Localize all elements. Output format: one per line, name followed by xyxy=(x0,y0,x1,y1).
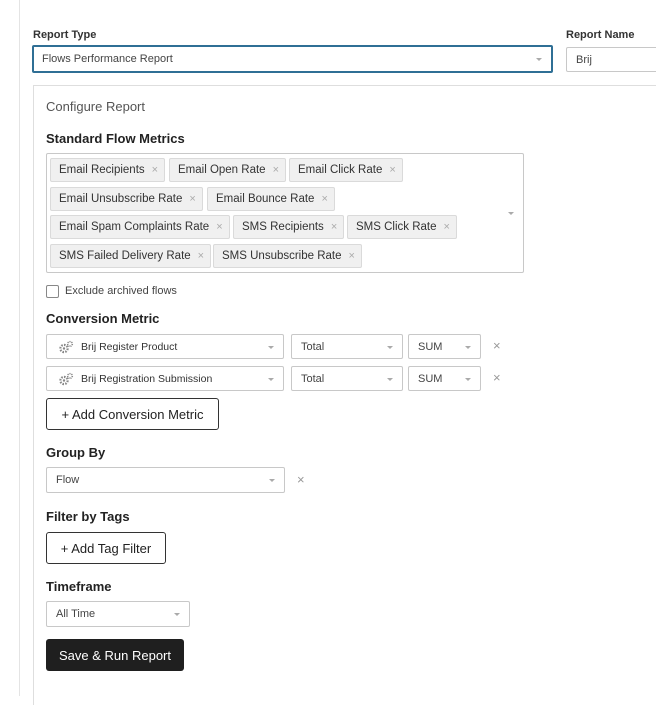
conversion-metric-value: Brij Registration Submission xyxy=(81,372,213,385)
chevron-down-icon xyxy=(387,378,393,381)
left-divider xyxy=(19,0,20,696)
metric-chip: SMS Click Rate × xyxy=(347,215,457,239)
standard-flow-metrics-title: Standard Flow Metrics xyxy=(46,131,185,146)
metric-chip: SMS Unsubscribe Rate × xyxy=(213,244,362,268)
timeframe-value: All Time xyxy=(56,608,96,620)
conversion-metric-select[interactable] xyxy=(46,366,284,391)
remove-conversion-icon[interactable]: × xyxy=(493,370,501,385)
timeframe-select[interactable] xyxy=(46,601,190,627)
report-name-input[interactable] xyxy=(566,47,656,72)
chevron-down-icon xyxy=(465,378,471,381)
chevron-down-icon xyxy=(465,346,471,349)
aggregation-value: Total xyxy=(301,372,325,385)
chevron-down-icon xyxy=(387,346,393,349)
exclude-archived-label: Exclude archived flows xyxy=(65,285,177,297)
function-select[interactable] xyxy=(408,366,481,391)
metric-chip: SMS Recipients × xyxy=(233,215,344,239)
close-icon[interactable]: × xyxy=(216,221,223,233)
standard-metrics-multiselect[interactable] xyxy=(46,153,524,273)
aggregation-value: Total xyxy=(301,340,325,353)
conversion-metric-value: Brij Register Product xyxy=(81,340,178,353)
chevron-down-icon xyxy=(268,346,274,349)
remove-group-by-icon[interactable]: × xyxy=(297,472,305,487)
filter-by-tags-title: Filter by Tags xyxy=(46,509,130,524)
aggregation-select[interactable] xyxy=(291,366,403,391)
add-conversion-metric-button[interactable]: + Add Conversion Metric xyxy=(46,398,219,430)
chevron-down-icon xyxy=(536,58,542,61)
conversion-metric-title: Conversion Metric xyxy=(46,311,160,326)
close-icon[interactable]: × xyxy=(189,193,196,205)
gear-icon xyxy=(58,340,74,354)
function-value: SUM xyxy=(418,372,443,385)
metric-chip: Email Open Rate × xyxy=(169,158,286,182)
metric-chip: Email Recipients × xyxy=(50,158,165,182)
configure-report-title: Configure Report xyxy=(46,99,145,114)
metric-chip: Email Spam Complaints Rate × xyxy=(50,215,230,239)
close-icon[interactable]: × xyxy=(330,221,338,233)
save-run-report-button[interactable]: Save & Run Report xyxy=(46,639,184,671)
group-by-value: Flow xyxy=(56,474,80,486)
group-by-title: Group By xyxy=(46,445,106,460)
report-type-value: Flows Performance Report xyxy=(42,53,173,65)
metric-chip: Email Unsubscribe Rate × xyxy=(50,187,203,211)
chevron-down-icon xyxy=(269,479,275,482)
chevron-down-icon xyxy=(268,378,274,381)
report-type-select[interactable] xyxy=(32,45,553,73)
timeframe-title: Timeframe xyxy=(46,579,112,594)
close-icon[interactable]: × xyxy=(443,221,450,233)
report-name-label: Report Name xyxy=(566,29,635,41)
report-type-label: Report Type xyxy=(33,29,97,41)
metric-chip: SMS Failed Delivery Rate × xyxy=(50,244,211,268)
function-select[interactable] xyxy=(408,334,481,359)
close-icon[interactable]: × xyxy=(321,193,328,205)
group-by-select[interactable] xyxy=(46,467,285,493)
metric-chip: Email Click Rate × xyxy=(289,158,403,182)
add-tag-filter-button[interactable]: + Add Tag Filter xyxy=(46,532,166,564)
configure-report-panel xyxy=(33,85,656,705)
gear-icon xyxy=(58,372,74,386)
chevron-down-icon xyxy=(508,212,514,215)
close-icon[interactable]: × xyxy=(389,164,396,176)
report-name-value: Brij xyxy=(576,53,592,66)
remove-conversion-icon[interactable]: × xyxy=(493,338,501,353)
chevron-down-icon xyxy=(174,613,180,616)
metric-chip: Email Bounce Rate × xyxy=(207,187,335,211)
aggregation-select[interactable] xyxy=(291,334,403,359)
function-value: SUM xyxy=(418,340,443,353)
close-icon[interactable]: × xyxy=(151,164,159,176)
close-icon[interactable]: × xyxy=(272,164,280,176)
exclude-archived-checkbox[interactable] xyxy=(46,285,59,298)
close-icon[interactable]: × xyxy=(197,250,205,262)
conversion-metric-select[interactable] xyxy=(46,334,284,359)
close-icon[interactable]: × xyxy=(348,250,355,262)
